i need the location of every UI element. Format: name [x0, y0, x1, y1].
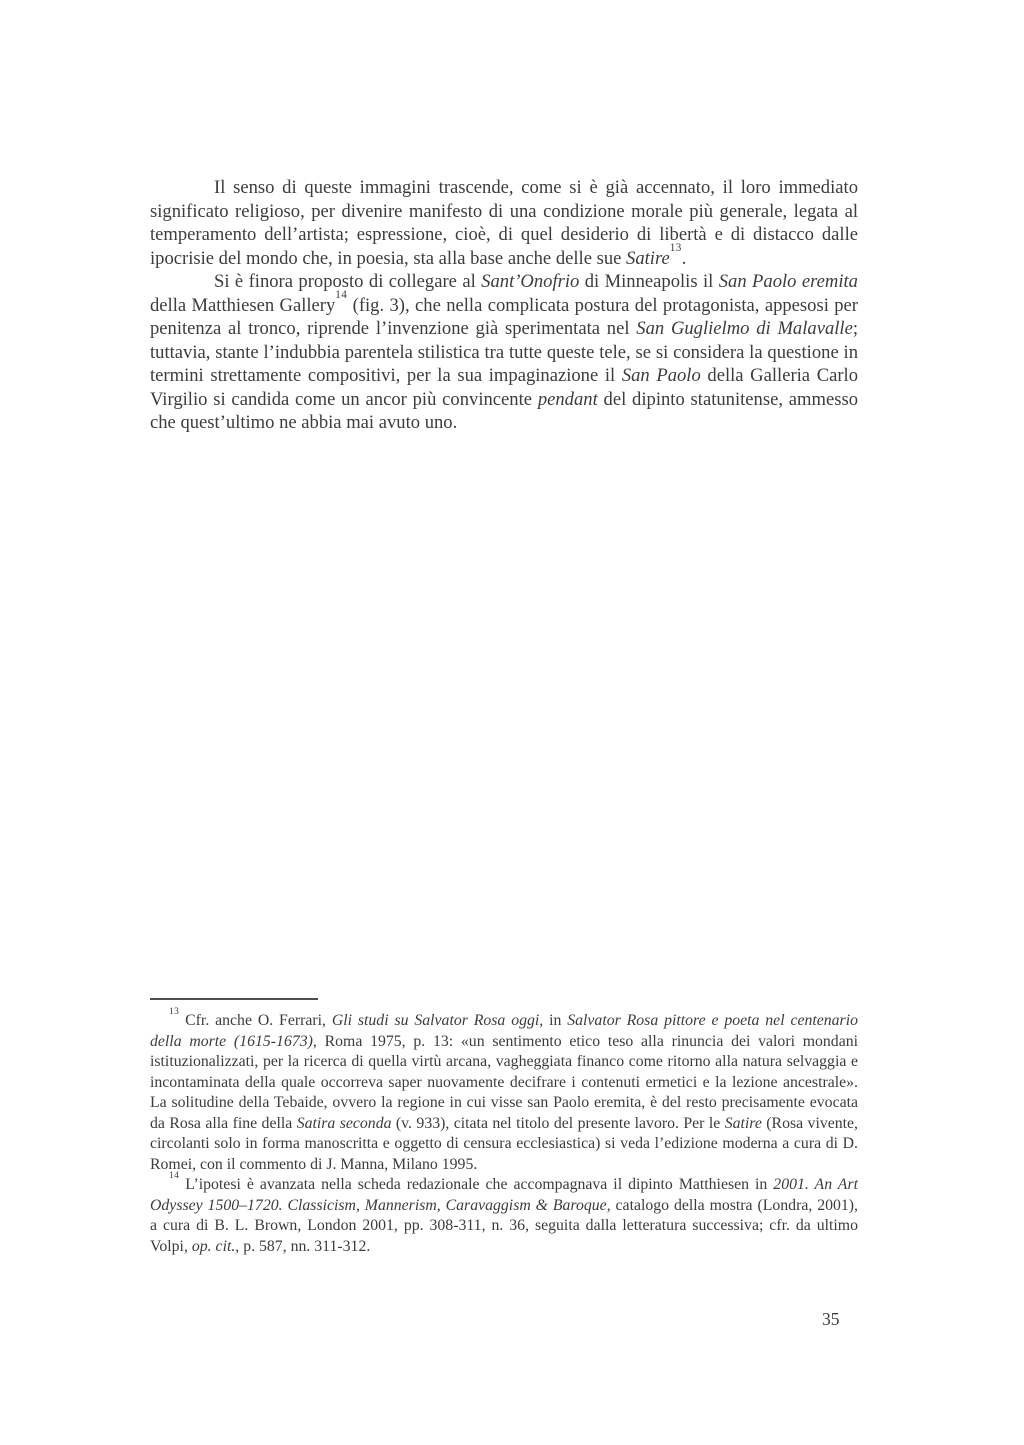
body-paragraph-2: [150, 270, 858, 435]
body-paragraph-1: [150, 176, 858, 270]
footnotes-section: [150, 998, 858, 1257]
italic-text-run: Satire: [626, 247, 670, 269]
text-run: Si è finora proposto di collegare al: [214, 271, 482, 292]
text-run: (fig. 3), che nella complicata postura del protagonista, appesosi per penitenza al tronco, riprende l’invenzione già sperimentata nel: [150, 294, 858, 339]
italic-text-run: San Paolo: [621, 365, 701, 386]
text-run: (v. 933), citata nel titolo del presente lavoro. Per le: [391, 1114, 725, 1132]
italic-text-run: op. cit.: [191, 1237, 236, 1255]
italic-text-run: San Paolo eremita: [718, 271, 858, 292]
text-run: (Rosa vivente, circolanti solo in forma manoscritta e oggetto di censura ecclesiastica) si veda l’edizione moderna a cura di D. Romei, con il commento di J. Manna, Milano 1995.: [150, 1114, 858, 1173]
body-text: [150, 176, 858, 435]
italic-text-run: pendant: [537, 388, 598, 410]
page-number: 35: [822, 1309, 840, 1329]
text-run: del dipinto statunitense, ammesso che quest’ultimo ne abbia mai avuto uno.: [150, 388, 858, 433]
italic-text-run: Sant’Onofrio: [481, 271, 580, 292]
text-run: di Minneapolis il: [579, 271, 719, 292]
text-run: ; tuttavia, stante l’indubbia parentela stilistica tra tutte queste tele, se si considera la questione in termini strettamente compositivi, per la sua impaginazione il: [150, 318, 858, 386]
italic-text-run: Satire: [724, 1114, 762, 1132]
italic-text-run: San Guglielmo di Malavalle: [636, 318, 853, 339]
footnote-14: [150, 1171, 859, 1257]
note-marker: 14: [169, 1171, 180, 1182]
footnote-separator-rule: [150, 998, 318, 1000]
text-run: della Matthiesen Gallery: [150, 294, 336, 316]
text-run: della Galleria Carlo Virgilio si candida come un ancor più convincente: [150, 365, 859, 410]
italic-text-run: Salvator Rosa pittore e poeta nel centenario della morte (1615-1673): [150, 1012, 858, 1050]
italic-text-run: 2001. An Art Odyssey 1500–1720. Classicism, Mannerism, Caravaggism & Baroque: [150, 1176, 858, 1214]
text-run: , Roma 1975, p. 13: «un sentimento etico teso alla rinuncia dei valori mondani istituzionalizzati, per la ricerca di quella virtù arcana, vagheggiata financo come ritorno alla natura selvaggia e incontaminata della quale occorreva saper nuovamente decifrare i contenuti ermetici e la lezione ancestrale». La solitudine della Tebaide, ovvero la regione in cui visse san Paolo eremita, è del resto precisamente evocata da Rosa alla fine della: [150, 1032, 858, 1132]
italic-text-run: Gli studi su Salvator Rosa oggi: [331, 1012, 540, 1029]
text-run: , in: [539, 1012, 568, 1029]
note-marker: 13: [669, 242, 682, 255]
italic-text-run: Satira seconda: [296, 1114, 392, 1132]
text-run: Cfr. anche O. Ferrari,: [179, 1012, 332, 1029]
text-run: .: [681, 247, 687, 269]
text-run: , catalogo della mostra (Londra, 2001), a cura di B. L. Brown, London 2001, pp. 308-311, n. 36, seguita dalla letteratura successiva; cfr. da ultimo Volpi,: [150, 1196, 859, 1255]
text-run: L’ipotesi è avanzata nella scheda redazionale che accompagnava il dipinto Matthiesen in: [179, 1176, 774, 1193]
text-run: , p. 587, nn. 311-312.: [235, 1237, 371, 1255]
note-marker: 13: [169, 1007, 180, 1018]
note-marker: 14: [335, 289, 348, 302]
text-run: Il senso di queste immagini trascende, come si è già accennato, il loro immediato significato religioso, per divenire manifesto di una condizione morale più generale, legata al temperamento dell’artista; espressione, cioè, di quel desiderio di libertà e di distacco dalle ipocrisie del mondo che, in poesia, sta alla base anche delle sue: [150, 177, 858, 269]
footnote-13: [150, 1007, 858, 1175]
